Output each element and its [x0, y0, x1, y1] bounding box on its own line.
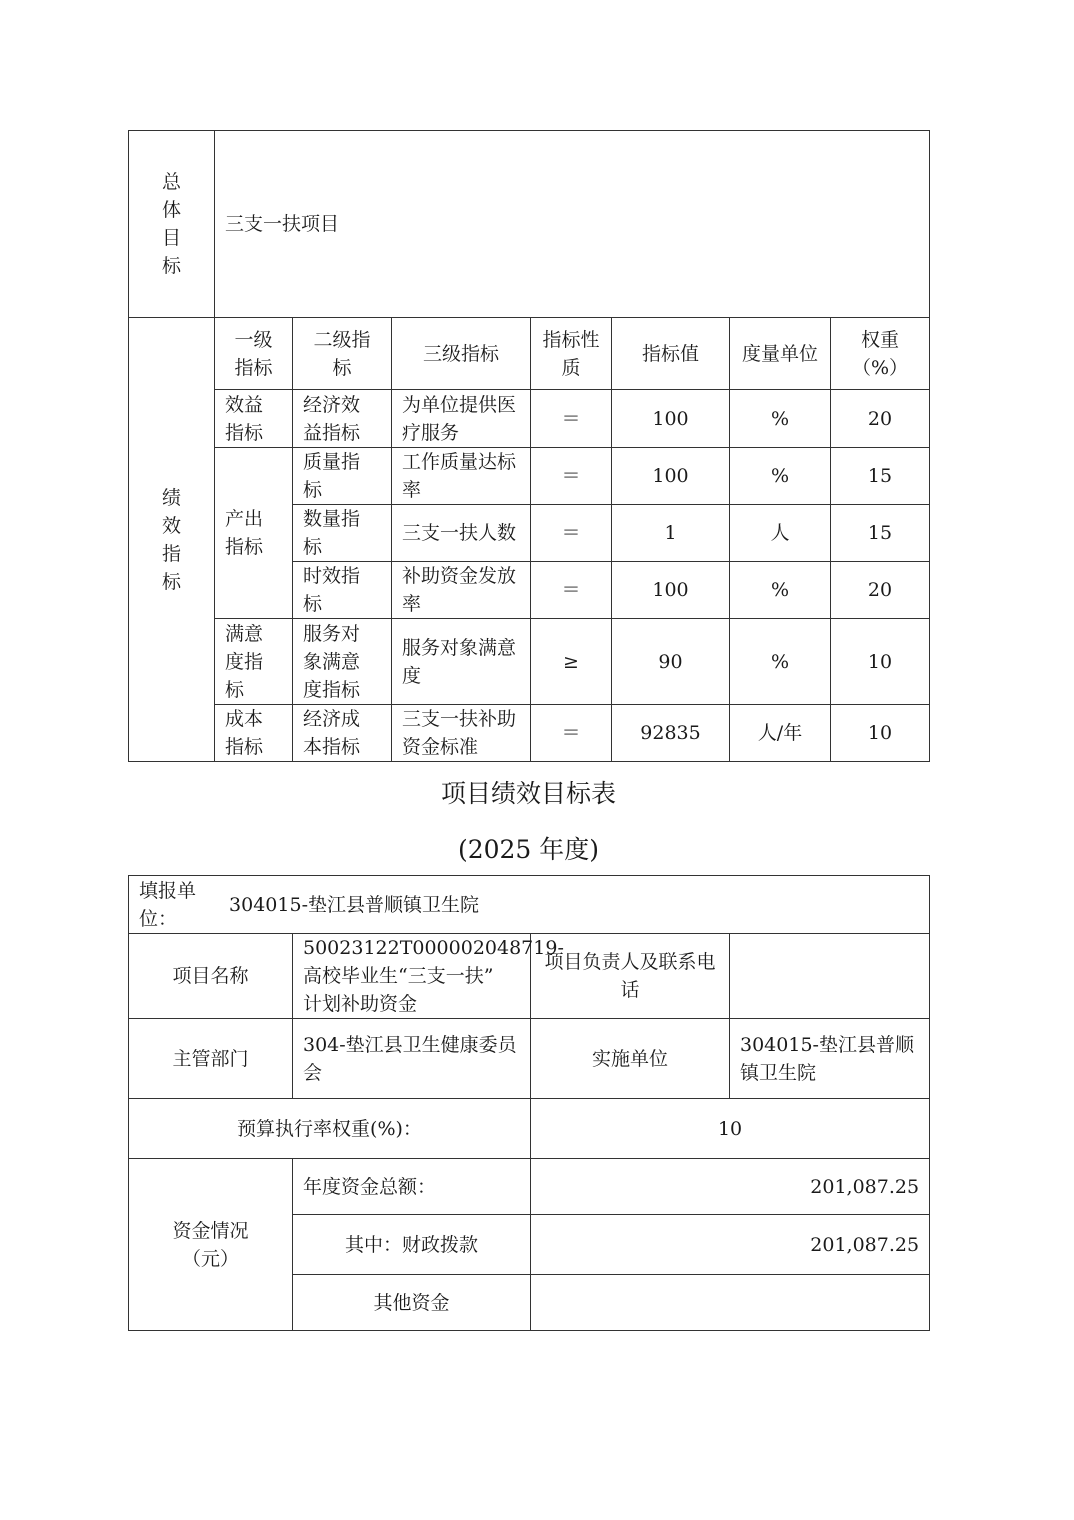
row-weight: 10 [831, 705, 930, 762]
table-row [129, 448, 930, 505]
dept-label: 主管部门 [129, 1019, 293, 1099]
header-nature: 指标性 质 [531, 318, 612, 390]
document-title: 项目绩效目标表 [440, 779, 616, 808]
budget-weight-label: 预算执行率权重(%)： [129, 1099, 531, 1159]
row-value: 92835 [612, 705, 730, 762]
header-level1: 一级 指标 [215, 318, 293, 390]
header-level3: 三级指标 [392, 318, 531, 390]
fiscal-value: 201,087.25 [531, 1215, 930, 1275]
contact-label: 项目负责人及联系电 话 [531, 934, 730, 1019]
row-level2: 时效指 标 [293, 562, 392, 619]
header-unit: 度量单位 [730, 318, 831, 390]
row-level2: 质量指 标 [293, 448, 392, 505]
row-level3: 三支一扶补助 资金标准 [392, 705, 531, 762]
row-nature: ＝ [531, 562, 612, 619]
row-level2: 数量指 标 [293, 505, 392, 562]
fiscal-label: 其中：财政拨款 [293, 1215, 531, 1275]
row-level3: 为单位提供医 疗服务 [392, 390, 531, 448]
impl-label: 实施单位 [531, 1019, 730, 1099]
dept-value: 304-垫江县卫生健康委员 会 [293, 1019, 531, 1099]
project-name-value: 50023122T000002048719- 高校毕业生“三支一扶” 计划补助资金 [293, 934, 531, 1019]
table-row [129, 619, 930, 705]
impl-value: 304015-垫江县普顺 镇卫生院 [730, 1019, 930, 1099]
group-satisfaction: 满意 度指 标 [215, 619, 293, 705]
row-weight: 15 [831, 505, 930, 562]
budget-weight-value: 10 [531, 1099, 930, 1159]
row-level2: 服务对 象满意 度指标 [293, 619, 392, 705]
row-nature: ＝ [531, 390, 612, 448]
table-row [129, 705, 930, 762]
row-unit: 人 [730, 505, 831, 562]
funds-label: 资金情况 （元） [129, 1159, 293, 1331]
row-nature: ＝ [531, 448, 612, 505]
row-weight: 15 [831, 448, 930, 505]
row-value: 100 [612, 390, 730, 448]
row-value: 100 [612, 562, 730, 619]
row-nature: ＝ [531, 705, 612, 762]
header-level2: 二级指 标 [293, 318, 392, 390]
performance-label: 绩 效 指 标 [129, 318, 215, 762]
group-benefit: 效益 指标 [215, 390, 293, 448]
project-name-label: 项目名称 [129, 934, 293, 1019]
group-output: 产出 指标 [215, 448, 293, 619]
row-level3: 补助资金发放 率 [392, 562, 531, 619]
reporting-unit-row [129, 876, 930, 934]
reporting-unit-label: 填报单 位： [139, 879, 197, 930]
row-unit: % [730, 562, 831, 619]
row-level3: 三支一扶人数 [392, 505, 531, 562]
row-unit: % [730, 619, 831, 705]
row-value: 1 [612, 505, 730, 562]
other-funds-value [531, 1275, 930, 1331]
performance-table [128, 130, 930, 762]
row-level3: 工作质量达标 率 [392, 448, 531, 505]
row-value: 100 [612, 448, 730, 505]
row-weight: 10 [831, 619, 930, 705]
row-nature: ≥ [531, 619, 612, 705]
reporting-unit-value: 304015-垫江县普顺镇卫生院 [229, 893, 479, 916]
annual-total-value: 201,087.25 [531, 1159, 930, 1215]
header-value: 指标值 [612, 318, 730, 390]
other-funds-label: 其他资金 [293, 1275, 531, 1331]
group-cost: 成本 指标 [215, 705, 293, 762]
row-unit: % [730, 448, 831, 505]
row-value: 90 [612, 619, 730, 705]
contact-value [730, 934, 930, 1019]
row-unit: 人/年 [730, 705, 831, 762]
document-year: (2025 年度) [457, 835, 600, 864]
annual-total-label: 年度资金总额： [293, 1159, 531, 1215]
project-info-table [128, 875, 930, 1331]
row-weight: 20 [831, 390, 930, 448]
row-weight: 20 [831, 562, 930, 619]
table-row [129, 390, 930, 448]
row-level2: 经济效 益指标 [293, 390, 392, 448]
overall-goal-label: 总 体 目 标 [129, 131, 215, 318]
header-weight: 权重（%） [831, 318, 930, 390]
overall-goal-text: 三支一扶项目 [215, 131, 930, 318]
row-level3: 服务对象满意 度 [392, 619, 531, 705]
row-unit: % [730, 390, 831, 448]
row-nature: ＝ [531, 505, 612, 562]
row-level2: 经济成 本指标 [293, 705, 392, 762]
